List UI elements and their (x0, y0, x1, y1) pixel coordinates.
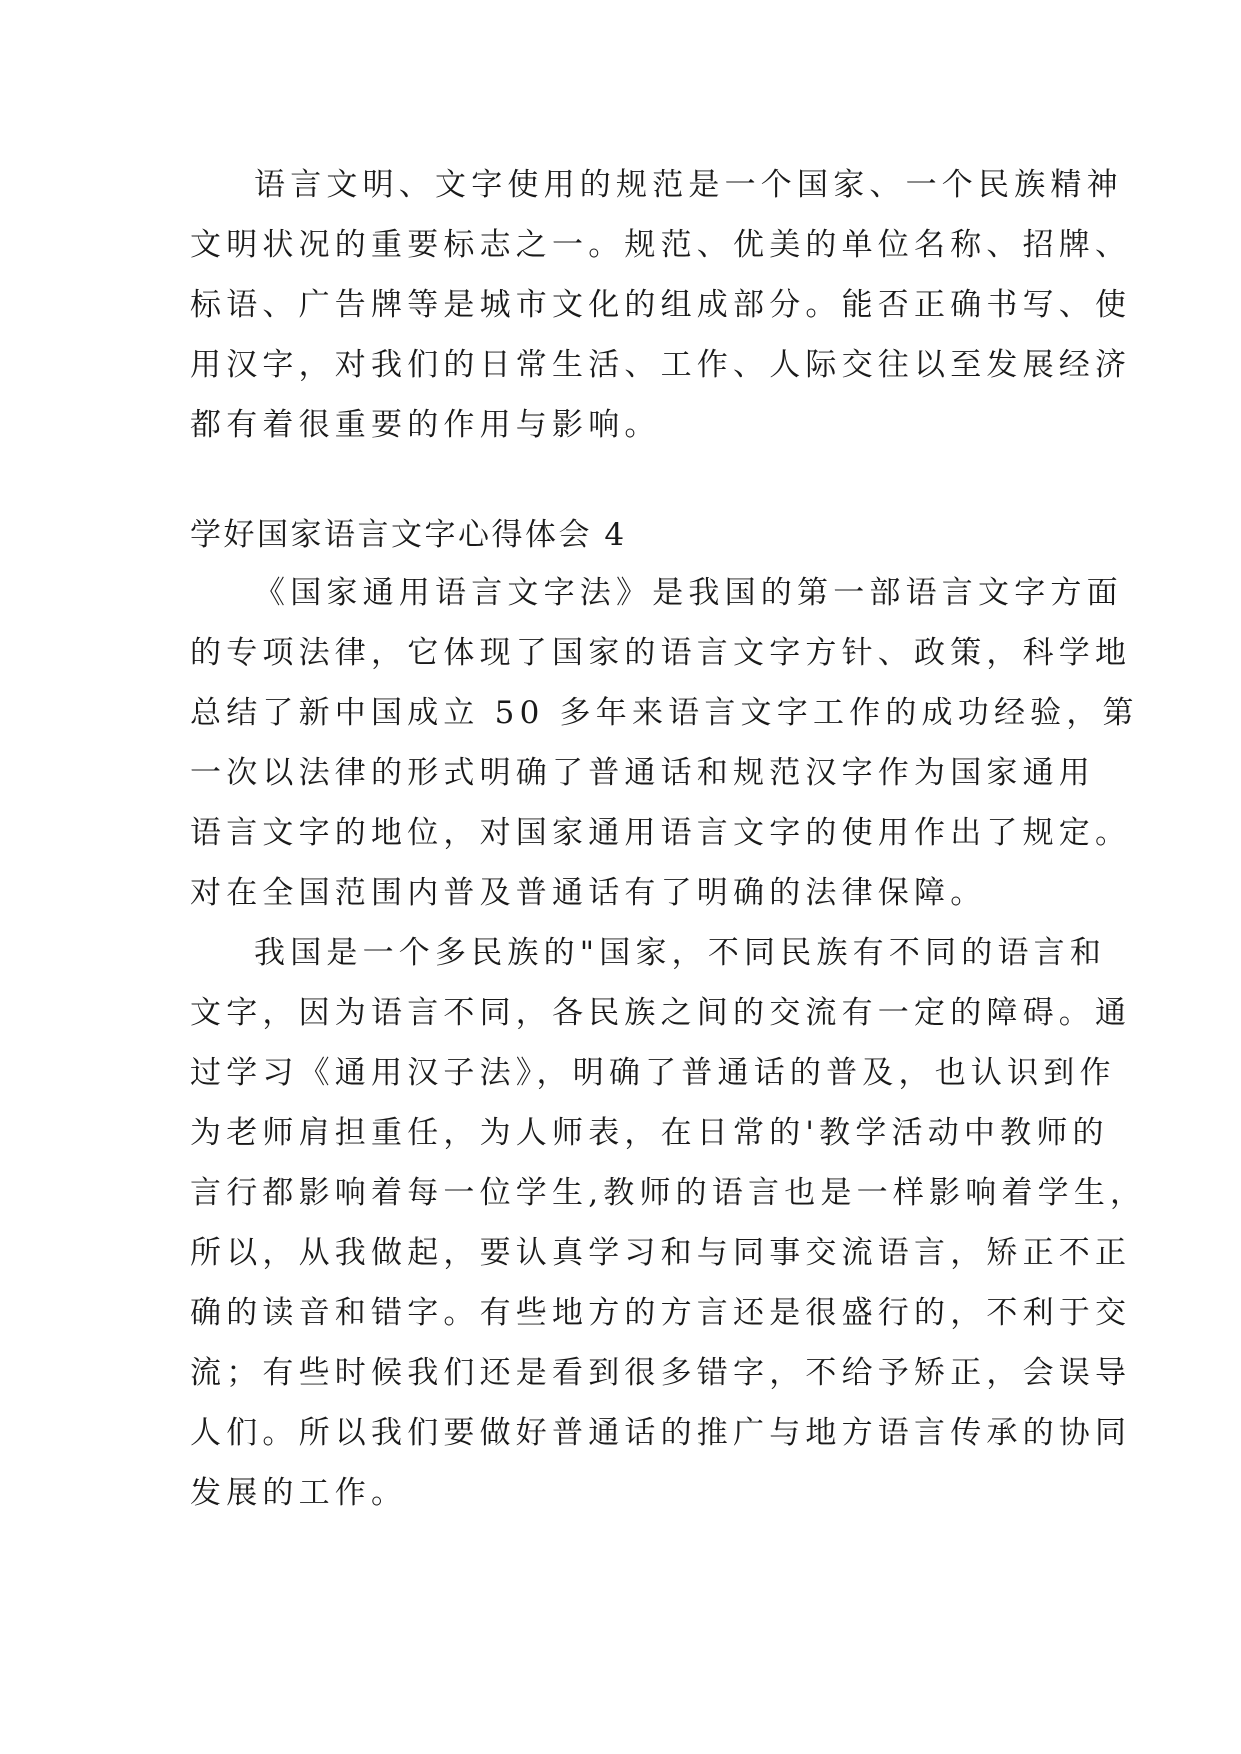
text-line: 所以，从我做起，要认真学习和与同事交流语言，矫正不正 (190, 1235, 1132, 1271)
text-line: 流；有些时候我们还是看到很多错字，不给予矫正，会误导 (190, 1355, 1132, 1391)
text-line: 语言文字的地位，对国家通用语言文字的使用作出了规定。 (190, 815, 1132, 851)
text-line: 发展的工作。 (190, 1475, 408, 1511)
text-line: 文字，因为语言不同，各民族之间的交流有一定的障碍。通 (190, 995, 1132, 1031)
text-line: 《国家通用语言文字法》是我国的第一部语言文字方面 (254, 575, 1123, 611)
text-line: 语言文明、文字使用的规范是一个国家、一个民族精神 (254, 167, 1123, 203)
text-line: 我国是一个多民族的"国家，不同民族有不同的语言和 (254, 935, 1107, 971)
text-line: 对在全国范围内普及普通话有了明确的法律保障。 (190, 875, 987, 911)
text-line: 过学习《通用汉子法》，明确了普通话的普及，也认识到作 (190, 1055, 1116, 1091)
section-heading: 学好国家语言文字心得体会 4 (190, 517, 627, 553)
text-line: 人们。所以我们要做好普通话的推广与地方语言传承的协同 (190, 1415, 1132, 1451)
document-page (190, 0, 1147, 1754)
text-line: 为老师肩担重任，为人师表，在日常的'教学活动中教师的 (190, 1115, 1109, 1151)
text-line: 文明状况的重要标志之一。规范、优美的单位名称、招牌、 (190, 227, 1132, 263)
text-line: 总结了新中国成立 50 多年来语言文字工作的成功经验，第 (190, 695, 1139, 731)
text-line: 一次以法律的形式明确了普通话和规范汉字作为国家通用 (190, 755, 1095, 791)
text-line: 言行都影响着每一位学生,教师的语言也是一样影响着学生， (190, 1175, 1147, 1211)
text-line: 的专项法律，它体现了国家的语言文字方针、政策，科学地 (190, 635, 1132, 671)
text-line: 都有着很重要的作用与影响。 (190, 407, 661, 443)
text-line: 确的读音和错字。有些地方的方言还是很盛行的，不利于交 (190, 1295, 1132, 1331)
text-line: 用汉字，对我们的日常生活、工作、人际交往以至发展经济 (190, 347, 1132, 383)
text-line: 标语、广告牌等是城市文化的组成部分。能否正确书写、使 (190, 287, 1132, 323)
